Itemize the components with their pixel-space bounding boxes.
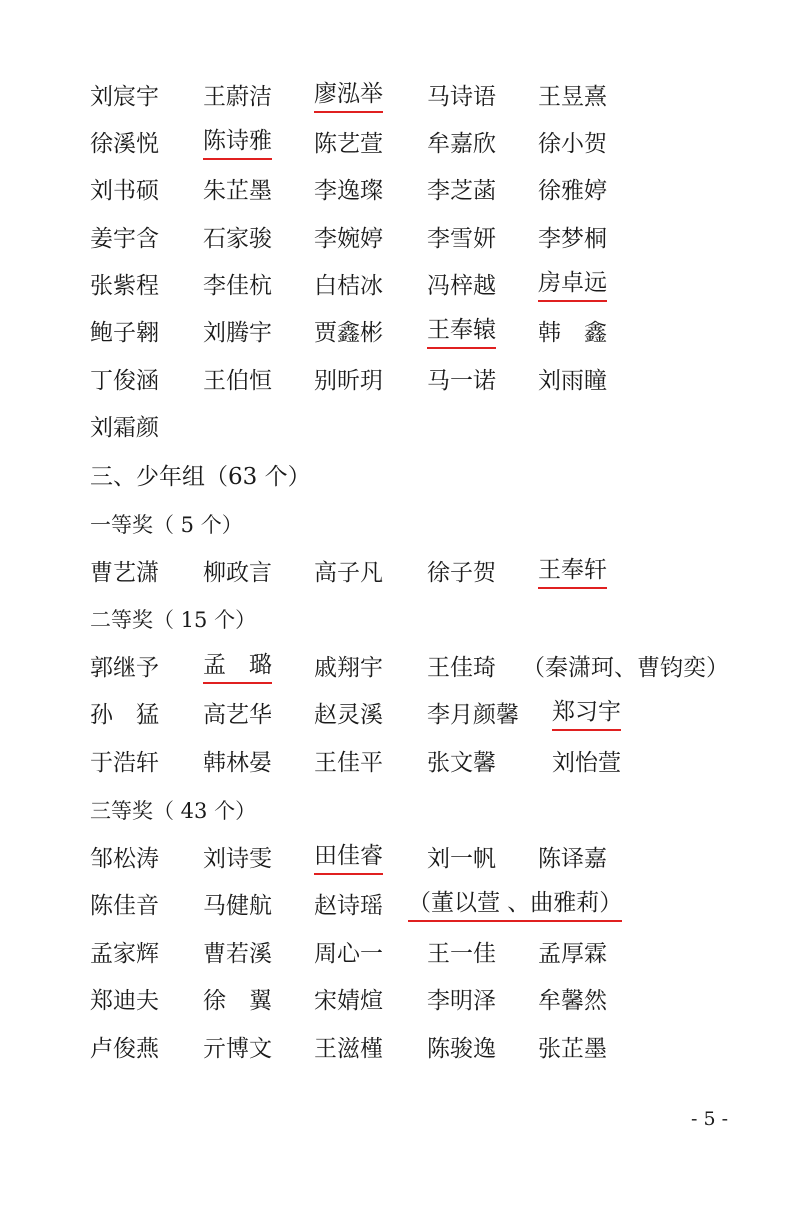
name: 郑迪夫 (90, 988, 159, 1014)
name: 冯梓越 (427, 273, 496, 299)
name-underlined: 王奉辕 (427, 313, 496, 349)
name: 郭继予 (90, 655, 159, 681)
name: 徐溪悦 (90, 131, 159, 157)
name: 刘腾宇 (203, 320, 272, 346)
name: 孟家辉 (90, 941, 159, 967)
name: 韩林晏 (203, 750, 272, 776)
name: 王佳琦 (427, 655, 496, 681)
name: 周心一 (314, 941, 383, 967)
name-paren-group-underlined: （董以萱 、曲雅莉） (408, 886, 622, 922)
name: 刘书硕 (90, 178, 159, 204)
name: 亓博文 (203, 1036, 272, 1062)
name: 李佳杭 (203, 273, 272, 299)
name: 陈译嘉 (538, 846, 607, 872)
name: 李月颜馨 (427, 702, 519, 728)
name: 张芷墨 (538, 1036, 607, 1062)
name: 贾鑫彬 (314, 320, 383, 346)
name: 孙 猛 (90, 702, 159, 728)
name: 白桔冰 (314, 273, 383, 299)
name: 孟厚霖 (538, 941, 607, 967)
name: 张文馨 (427, 750, 496, 776)
name: 牟馨然 (538, 988, 607, 1014)
name: 马诗语 (427, 84, 496, 110)
name: 徐小贺 (538, 131, 607, 157)
name: 马健航 (203, 893, 272, 919)
name-underlined: 孟 璐 (203, 648, 272, 684)
name: 柳政言 (203, 560, 272, 586)
name: 曹若溪 (203, 941, 272, 967)
name: 刘一帆 (427, 846, 496, 872)
name: 李逸璨 (314, 178, 383, 204)
name: 刘霜颜 (90, 415, 159, 441)
name: 王佳平 (314, 750, 383, 776)
name: 别昕玥 (314, 368, 383, 394)
name: 宋婧煊 (314, 988, 383, 1014)
name: 牟嘉欣 (427, 131, 496, 157)
second-prize-label: 二等奖（ 15 个） (90, 608, 257, 632)
name: 李芝菡 (427, 178, 496, 204)
name: 石家骏 (203, 226, 272, 252)
name: 李梦桐 (538, 226, 607, 252)
name: 刘雨瞳 (538, 368, 607, 394)
name: 朱芷墨 (203, 178, 272, 204)
name: 姜宇含 (90, 226, 159, 252)
name: 王昱熹 (538, 84, 607, 110)
name: 李明泽 (427, 988, 496, 1014)
name-underlined: 陈诗雅 (203, 124, 272, 160)
name: 卢俊燕 (90, 1036, 159, 1062)
name: 李雪妍 (427, 226, 496, 252)
name: 刘诗雯 (203, 846, 272, 872)
name: 邹松涛 (90, 846, 159, 872)
name: 陈骏逸 (427, 1036, 496, 1062)
name: 于浩轩 (90, 750, 159, 776)
name: 曹艺潇 (90, 560, 159, 586)
name: 王伯恒 (203, 368, 272, 394)
page-number: - 5 - (690, 1108, 728, 1130)
name: 高艺华 (203, 702, 272, 728)
name: 徐 翼 (203, 988, 272, 1014)
third-prize-label: 三等奖（ 43 个） (90, 799, 257, 823)
first-prize-label: 一等奖（ 5 个） (90, 513, 243, 537)
name: 鲍子翱 (90, 320, 159, 346)
name-underlined: 廖泓举 (314, 77, 383, 113)
name: 刘宸宇 (90, 84, 159, 110)
name: 戚翔宇 (314, 655, 383, 681)
name: 张紫程 (90, 273, 159, 299)
name: 高子凡 (314, 560, 383, 586)
name-underlined: 房卓远 (538, 266, 607, 302)
name: 刘怡萱 (552, 750, 621, 776)
name: 王一佳 (427, 941, 496, 967)
section-title: 三、少年组（63 个） (90, 464, 311, 490)
name: 李婉婷 (314, 226, 383, 252)
name: 丁俊涵 (90, 368, 159, 394)
name-paren-group: （秦潇珂、曹钧奕） (522, 655, 729, 681)
name: 王滋槿 (314, 1036, 383, 1062)
name-underlined: 王奉轩 (538, 553, 607, 589)
name-underlined: 田佳睿 (314, 839, 383, 875)
name: 徐雅婷 (538, 178, 607, 204)
name: 马一诺 (427, 368, 496, 394)
name: 赵诗瑶 (314, 893, 383, 919)
name: 赵灵溪 (314, 702, 383, 728)
name: 韩 鑫 (538, 320, 607, 346)
name: 陈佳音 (90, 893, 159, 919)
name: 陈艺萱 (314, 131, 383, 157)
name-underlined: 郑习宇 (552, 695, 621, 731)
name: 徐子贺 (427, 560, 496, 586)
name: 王蔚洁 (203, 84, 272, 110)
